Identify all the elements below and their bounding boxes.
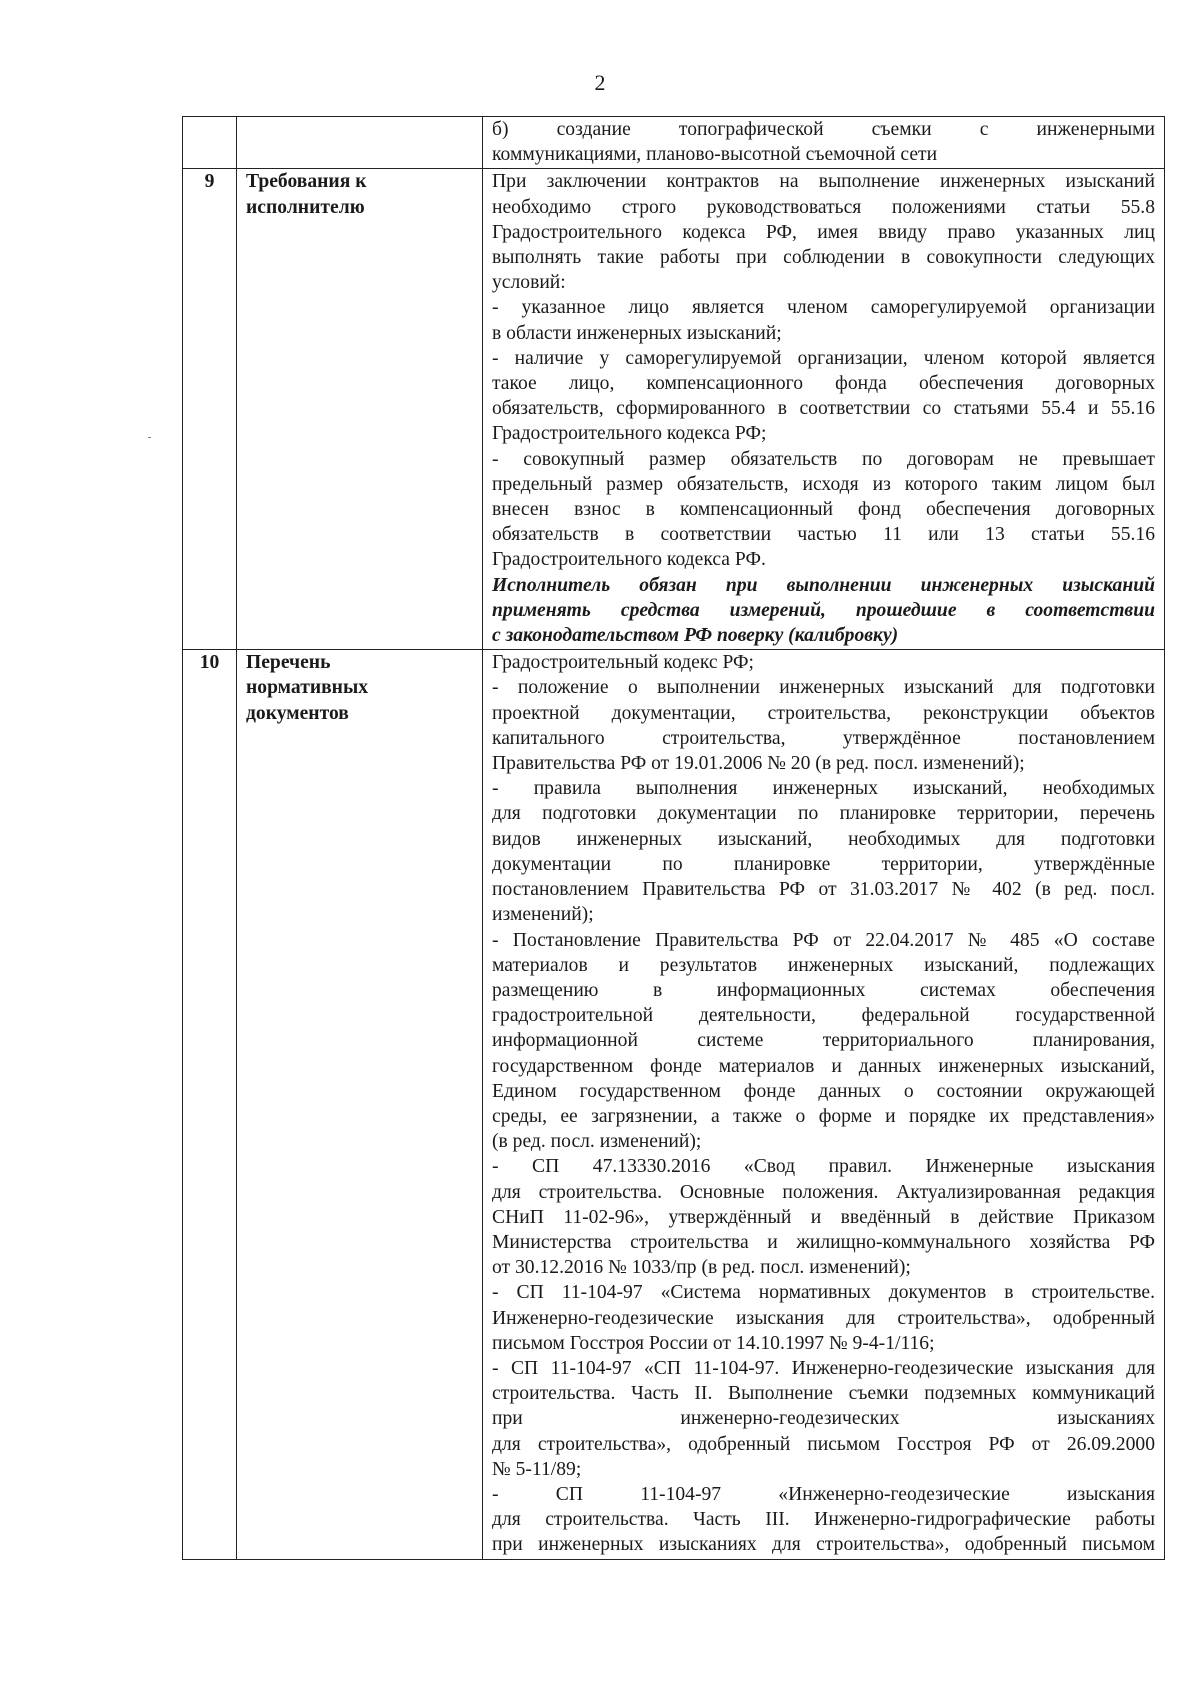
text-line: материалов и результатов инженерных изысканий, подлежащих	[492, 954, 1155, 976]
content-paragraph	[492, 928, 1155, 1155]
text-line: с законодательством РФ поверку (калибровку)	[492, 625, 899, 647]
text-line: предельный размер обязательств, исходя из которого таким лицом был	[492, 473, 1155, 495]
row-title	[237, 117, 483, 169]
text-line: Исполнитель обязан при выполнении инженерных изысканий	[492, 574, 1155, 596]
table-row	[183, 117, 1165, 169]
content-paragraph	[492, 117, 1155, 167]
row-title-line: нормативных	[246, 677, 369, 699]
content-paragraph	[492, 675, 1155, 776]
text-line: - указанное лицо является членом саморегулируемой организации	[492, 297, 1155, 319]
content-paragraph	[492, 346, 1155, 447]
content-paragraph	[492, 1154, 1155, 1280]
text-line: - СП 11-104-97 «Система нормативных документов в строительстве.	[492, 1282, 1155, 1304]
row-title-line: Требования к	[246, 171, 367, 193]
text-line: внесен взнос в компенсационный фонд обеспечения договорных	[492, 499, 1155, 521]
text-line: при инженерно-геодезических изысканиях	[492, 1408, 1155, 1430]
table-row	[183, 650, 1165, 1559]
row-number: 10	[183, 650, 237, 1559]
text-line: - СП 11-104-97 «СП 11-104-97. Инженерно-геодезические изыскания для	[492, 1357, 1155, 1379]
text-line: Едином государственном фонде данных о состоянии окружающей	[492, 1080, 1155, 1102]
row-content	[483, 117, 1165, 169]
text-line: проектной документации, строительства, реконструкции объектов	[492, 702, 1155, 724]
row-title-line: Перечень	[246, 652, 331, 674]
text-line: необходимо строго руководствоваться положениями статьи 55.8	[492, 196, 1155, 218]
text-line: видов инженерных изысканий, необходимых для подготовки	[492, 828, 1155, 850]
row-content	[483, 169, 1165, 650]
requirements-table	[182, 116, 1165, 1560]
text-line: для строительства. Часть III. Инженерно-гидрографические работы	[492, 1509, 1155, 1531]
text-line: изменений);	[492, 904, 594, 926]
content-paragraph	[492, 650, 1155, 675]
text-line: строительства. Часть II. Выполнение съемки подземных коммуникаций	[492, 1383, 1155, 1405]
content-paragraph	[492, 447, 1155, 573]
text-line: документации по планировке территории, утверждённые	[492, 853, 1155, 875]
text-line: для строительства. Основные положения. Актуализированная редакция	[492, 1181, 1155, 1203]
text-line: в области инженерных изысканий;	[492, 322, 782, 344]
text-line: - совокупный размер обязательств по договорам не превышает	[492, 448, 1155, 470]
text-line: информационной системе территориального планирования,	[492, 1030, 1155, 1052]
row-title-line: исполнителю	[246, 196, 365, 218]
text-line: для строительства», одобренный письмом Госстроя РФ от 26.09.2000	[492, 1433, 1155, 1455]
row-title	[237, 169, 483, 650]
text-line: среды, ее загрязнении, а также о форме и порядке их представления»	[492, 1105, 1155, 1127]
text-line: размещению в информационных системах обеспечения	[492, 979, 1155, 1001]
text-line: постановлением Правительства РФ от 31.03.2017 № 402 (в ред. посл.	[492, 879, 1155, 901]
content-paragraph	[492, 1356, 1155, 1482]
table-body	[183, 117, 1165, 1560]
page-number: 2	[594, 70, 606, 95]
content-paragraph	[492, 295, 1155, 345]
text-line: - СП 11-104-97 «Инженерно-геодезические изыскания	[492, 1483, 1155, 1505]
text-line: - Постановление Правительства РФ от 22.04.2017 № 485 «О составе	[492, 929, 1155, 951]
text-line: обязательств, сформированного в соответствии со статьями 55.4 и 55.16	[492, 398, 1155, 420]
text-line: выполнять такие работы при соблюдении в совокупности следующих	[492, 247, 1155, 269]
text-line: При заключении контрактов на выполнение инженерных изысканий	[492, 171, 1155, 193]
row-title	[237, 650, 483, 1559]
text-line: (в ред. посл. изменений);	[492, 1131, 702, 1153]
text-line: при инженерных изысканиях для строительства», одобренный письмом	[492, 1534, 1155, 1556]
row-number: 9	[183, 169, 237, 650]
text-line: от 30.12.2016 № 1033/пр (в ред. посл. изменений);	[492, 1257, 911, 1279]
text-line: такое лицо, компенсационного фонда обеспечения договорных	[492, 373, 1155, 395]
table-row	[183, 169, 1165, 650]
text-line: письмом Госстроя России от 14.10.1997 № 9-4-1/116;	[492, 1332, 935, 1354]
content-paragraph	[492, 573, 1155, 649]
margin-mark	[148, 437, 151, 438]
text-line: коммуникациями, планово-высотной съемочной сети	[492, 144, 938, 166]
text-line: Правительства РФ от 19.01.2006 № 20 (в ред. посл. изменений);	[492, 753, 1025, 775]
content-paragraph	[492, 1280, 1155, 1356]
text-line: Градостроительный кодекс РФ;	[492, 652, 754, 674]
text-line: СНиП 11-02-96», утверждённый и введённый в действие Приказом	[492, 1206, 1155, 1228]
content-paragraph	[492, 169, 1155, 295]
row-content	[483, 650, 1165, 1559]
text-line: - правила выполнения инженерных изысканий, необходимых	[492, 778, 1155, 800]
text-line: № 5-11/89;	[492, 1458, 582, 1480]
text-line: обязательств в соответствии частью 11 или 13 статьи 55.16	[492, 524, 1155, 546]
text-line: Министерства строительства и жилищно-коммунального хозяйства РФ	[492, 1231, 1155, 1253]
text-line: условий:	[492, 272, 566, 294]
text-line: - наличие у саморегулируемой организации, членом которой является	[492, 347, 1155, 369]
text-line: Градостроительного кодекса РФ.	[492, 549, 766, 571]
text-line: применять средства измерений, прошедшие в соответствии	[492, 599, 1155, 621]
row-title-line: документов	[246, 702, 349, 724]
text-line: для подготовки документации по планировке территории, перечень	[492, 803, 1155, 825]
text-line: б) создание топографической съемки с инженерными	[492, 119, 1155, 140]
text-line: Инженерно-геодезические изыскания для строительства», одобренный	[492, 1307, 1155, 1329]
row-number	[183, 117, 237, 169]
text-line: Градостроительного кодекса РФ, имея ввиду право указанных лиц	[492, 221, 1155, 243]
text-line: - СП 47.13330.2016 «Свод правил. Инженерные изыскания	[492, 1156, 1155, 1178]
text-line: - положение о выполнении инженерных изысканий для подготовки	[492, 677, 1155, 699]
content-paragraph	[492, 776, 1155, 927]
text-line: Градостроительного кодекса РФ;	[492, 423, 767, 445]
text-line: градостроительной деятельности, федеральной государственной	[492, 1005, 1155, 1027]
text-line: капитального строительства, утверждённое постановлением	[492, 727, 1155, 749]
content-paragraph	[492, 1482, 1155, 1558]
text-line: государственном фонде материалов и данных инженерных изысканий,	[492, 1055, 1155, 1077]
